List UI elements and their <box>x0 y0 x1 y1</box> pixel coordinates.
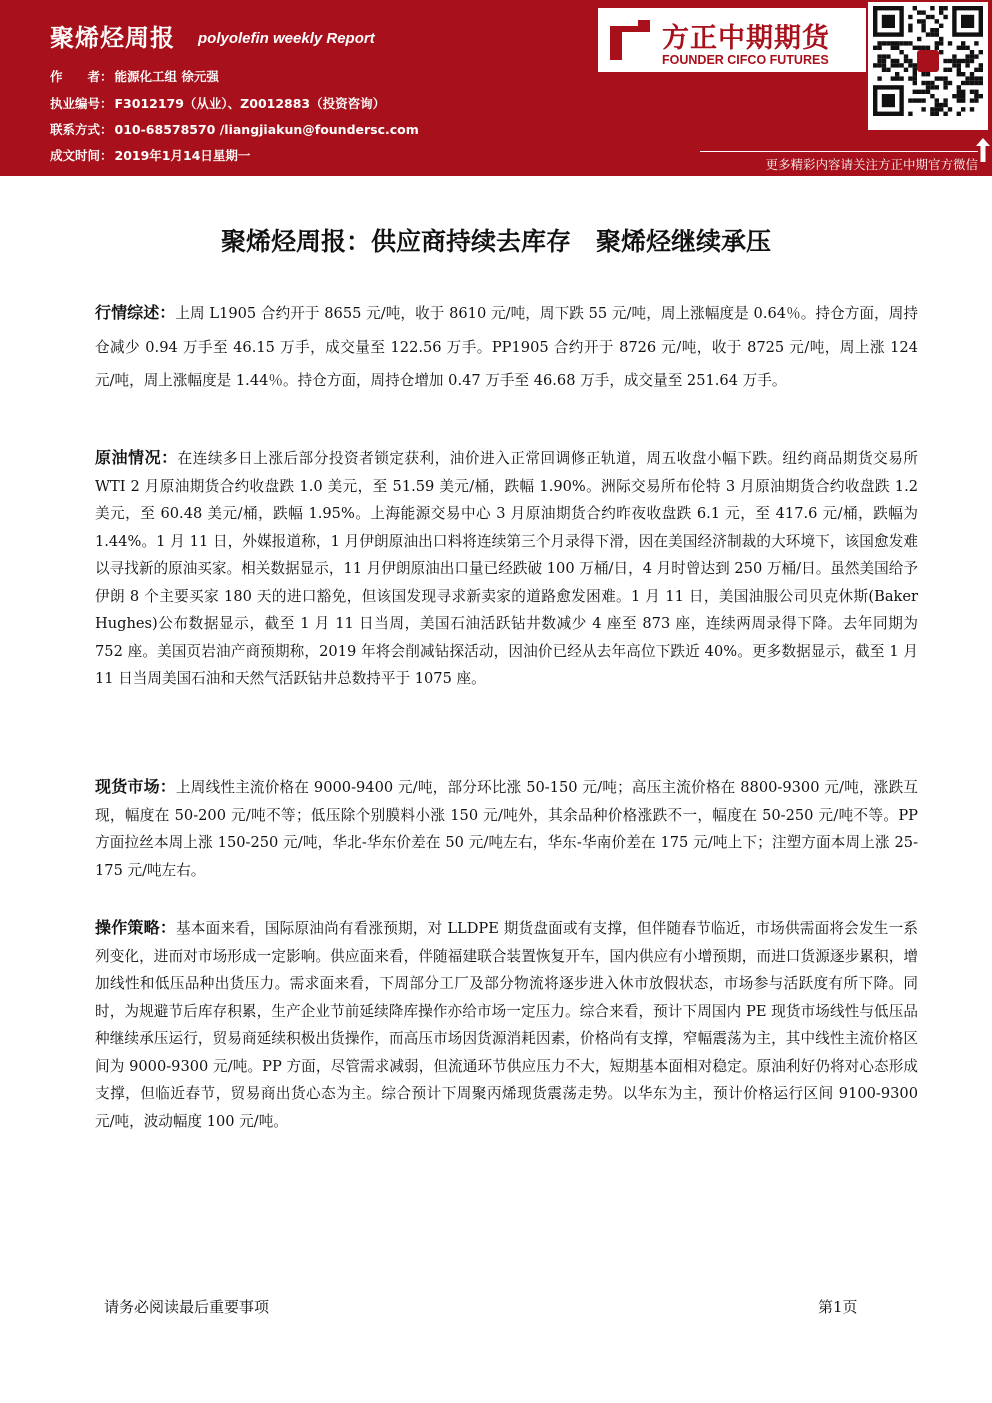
contact-value[interactable]: 010-68578570 /liangjiakun@foundersc.com <box>114 122 419 137</box>
section-label: 操作策略： <box>95 918 177 937</box>
section-label: 原油情况： <box>95 448 178 467</box>
contact-line <box>50 120 419 138</box>
up-arrow-icon <box>976 138 990 162</box>
section-text: 基本面来看，国际原油尚有看涨预期，对 LLDPE 期货盘面或有支撑，但伴随春节临近，市场供需面将会发生一系列变化，进而对市场形成一定影响。供应面来看，伴随福建联合装置恢复开车，国内供应有小增预期，而进口货源逐步累积，增加线性和低压品种出货压力。需求面来看，下周部分工厂及部分物流将逐步进入休市放假状态，市场参与活跃度有所下降。同时，为规避节后库存积累，生产企业节前延续降库操作亦给市场一定压力。综合来看，预计下周国内 PE 现货市场线性与低压品种继续承压运行，贸易商延续积极出货操作，而高压市场因货源消耗因素，价格尚有支撑，窄幅震荡为主，其中线性主流价格区间为 9000-9300 元/吨。PP 方面，尽管需求减弱，但流通环节供应压力不大，短期基本面相对稳定。原油利好仍将对心态形成支撑，但临近春节，贸易商出货心态为主。综合预计下周聚丙烯现货震荡走势。以华东为主，预计价格运行区间 9100-9300 元/吨，波动幅度 100 元/吨。 <box>95 920 918 1130</box>
section-label: 现货市场： <box>95 777 176 796</box>
section-text: 上周 L1905 合约开于 8655 元/吨，收于 8610 元/吨，周下跌 55 元/吨，周上涨幅度是 0.64％。持仓方面，周持仓减少 0.94 万手至 46.15 万手，成交量至 122.56 万手。PP1905 合约开于 8726 元/吨，收于 8725 元/吨，周上涨 124 元/吨，周上涨幅度是 1.44％。持仓方面，周持仓增加 0.47 万手至 46.68 万手，成交量至 251.64 万手。 <box>95 305 918 389</box>
date-label: 成文时间： <box>50 148 113 163</box>
section-label: 行情综述： <box>95 303 176 322</box>
section-market-overview <box>95 296 918 398</box>
report-series-title: 聚烯烃周报 <box>50 24 175 52</box>
report-series-subtitle: polyolefin weekly Report <box>198 30 375 47</box>
logo-english-name: FOUNDER CIFCO FUTURES <box>662 53 829 67</box>
author-label: 作 者： <box>50 69 113 84</box>
founder-logo-mark-icon <box>608 18 652 62</box>
logo-chinese-name: 方正中期期货 <box>662 23 830 54</box>
follow-divider <box>700 151 978 152</box>
license-line <box>50 94 385 112</box>
document-title: 聚烯烃周报：供应商持续去库存 聚烯烃继续承压 <box>220 227 771 256</box>
section-spot-market <box>95 773 918 884</box>
section-strategy <box>95 914 918 1135</box>
license-label: 执业编号： <box>50 96 113 111</box>
author-value: 能源化工组 徐元强 <box>114 69 219 84</box>
author-line <box>50 67 219 85</box>
date-value: 2019年1月14日星期一 <box>114 148 251 163</box>
section-text: 在连续多日上涨后部分投资者锁定获利，油价进入正常回调修正轨道，周五收盘小幅下跌。纽约商品期货交易所 WTI 2 月原油期货合约收盘跌 1.0 美元，至 51.59 美元/桶，跌幅 1.90%。洲际交易所布伦特 3 月原油期货合约收盘跌 1.2 美元，至 60.48 美元/桶，跌幅 1.95%。上海能源交易中心 3 月原油期货合约昨夜收盘跌 6.1 元，至 417.6 元/桶，跌幅为 1.44%。1 月 11 日，外媒报道称，1 月伊朗原油出口料将连续第三个月录得下滑，因在美国经济制裁的大环境下，该国愈发难以寻找新的原油买家。相关数据显示，11 月伊朗原油出口量已经跌破 100 万桶/日，4 月时曾达到 250 万桶/日。虽然美国给予伊朗 8 个主要买家 180 天的进口豁免，但该国发现寻求新卖家的道路愈发困难。1 月 11 日，美国油服公司贝克休斯(Baker Hughes)公布数据显示，截至 1 月 11 日当周，美国石油活跃钻井数减少 4 座至 873 座，连续两周录得下降。去年同期为 752 座。美国页岩油产商预期称，2019 年将会削减钻探活动，因油价已经从去年高位下跌近 40%。更多数据显示，截至 1 月 11 日当周美国石油和天然气活跃钻井总数持平于 1075 座。 <box>95 450 918 687</box>
company-logo <box>598 8 866 72</box>
page-number: 第1页 <box>818 1298 858 1316</box>
section-text: 上周线性主流价格在 9000-9400 元/吨，部分环比涨 50-150 元/吨；高压主流价格在 8800-9300 元/吨，涨跌互现，幅度在 50-200 元/吨不等；低压除个别膜料小涨 150 元/吨外，其余品种价格涨跌不一，幅度在 50-250 元/吨不等。PP 方面拉丝本周上涨 150-250 元/吨，华北-华东价差在 50 元/吨左右，华东-华南价差在 175 元/吨上下；注塑方面本周上涨 25-175 元/吨左右。 <box>95 779 918 879</box>
qr-code-icon <box>873 6 983 124</box>
license-value: F3012179（从业）、Z0012883（投资咨询） <box>114 96 386 111</box>
footer-notice: 请务必阅读最后重要事项 <box>104 1298 270 1316</box>
date-line <box>50 146 250 164</box>
report-header <box>0 0 992 176</box>
section-crude-oil <box>95 444 918 693</box>
wechat-qr-code <box>868 2 988 130</box>
contact-label: 联系方式： <box>50 122 113 137</box>
follow-wechat-text: 更多精彩内容请关注方正中期官方微信 <box>765 157 978 172</box>
